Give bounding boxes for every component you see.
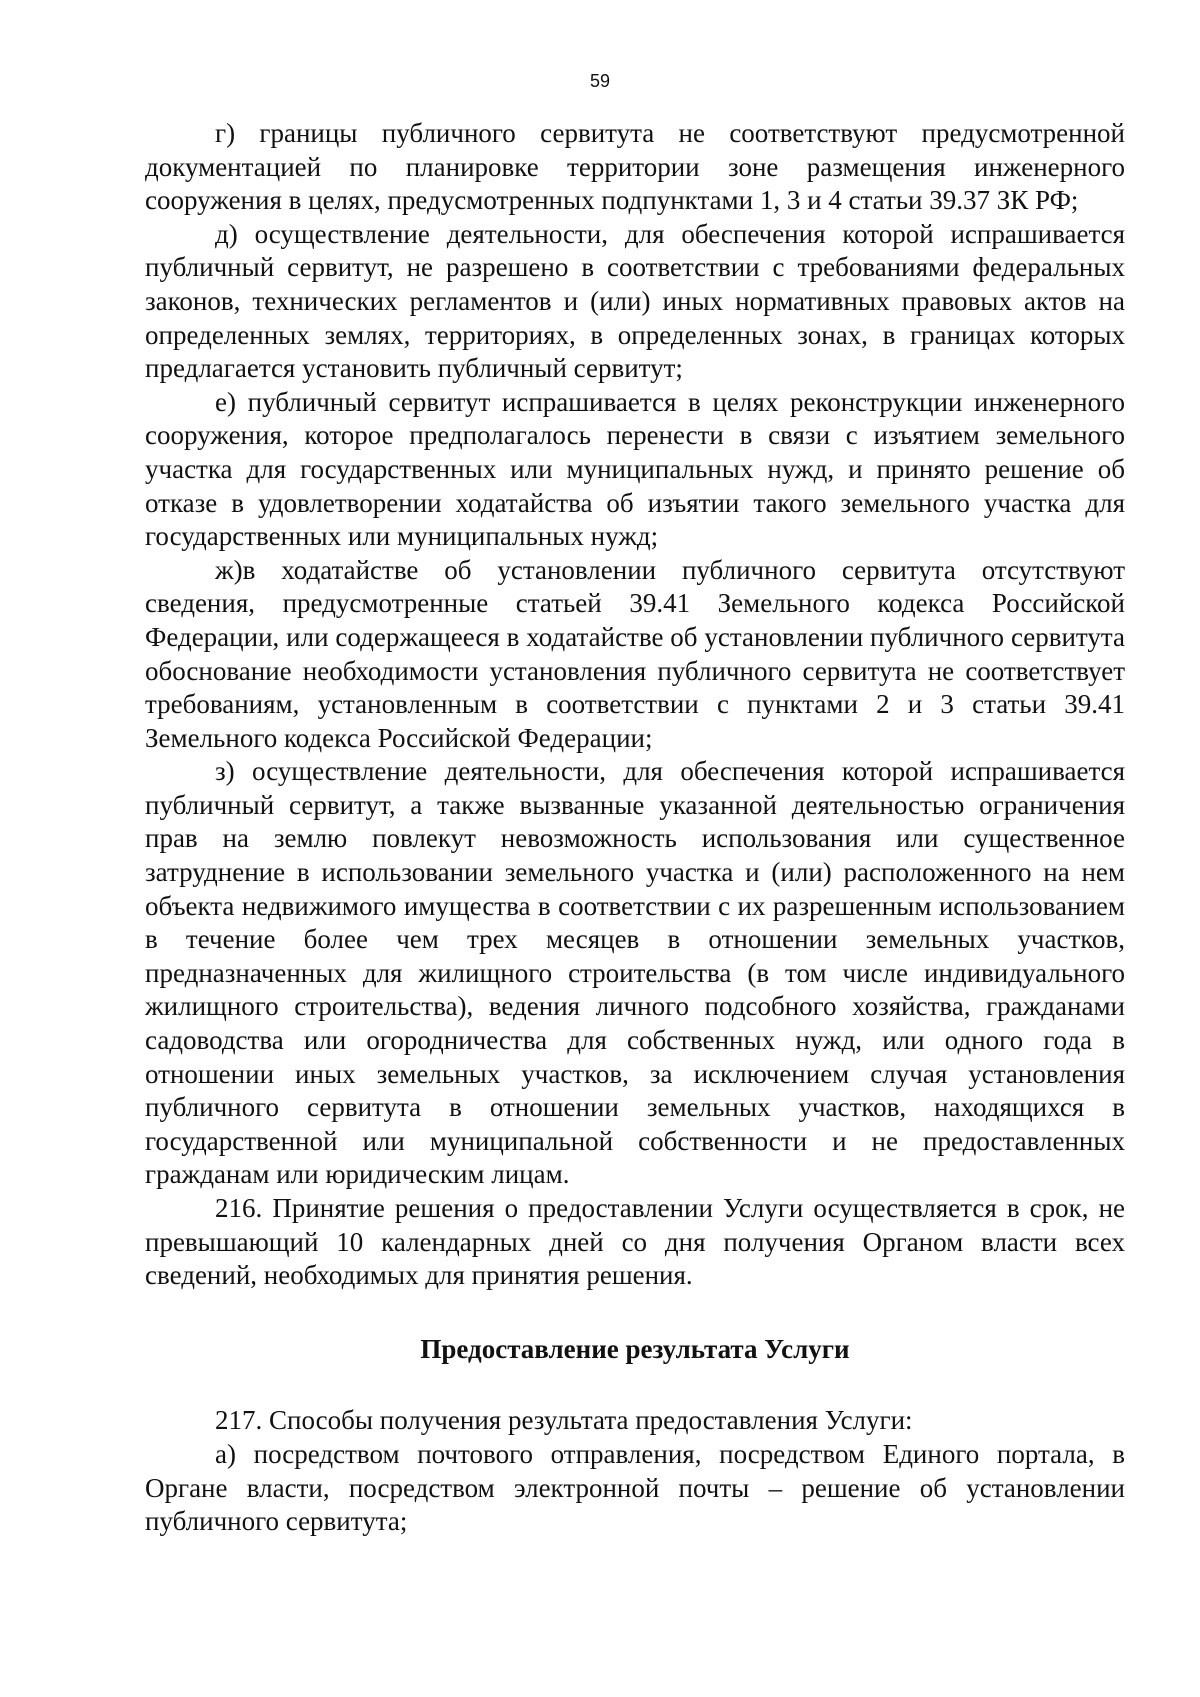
paragraph-216: 216. Принятие решения о предоставлении Услуги осуществляется в срок, не превышающий 10 календарных дней со дня получения Органом власти всех сведений, необходимых для принятия решения.: [145, 1193, 1125, 1291]
paragraph-z: з) осуществление деятельности, для обеспечения которой испрашивается публичный сервитут, а также вызванные указанной деятельностью ограничения прав на землю повлекут невозможность использования или существенное затруднение в использовании земельного участка и (или) расположенного на нем объекта недвижимого имущества в соответствии с их разрешенным использованием в течение более чем трех месяцев в отношении земельных участков, предназначенных для жилищного строительства (в том числе индивидуального жилищного строительства), ведения личного подсобного хозяйства, гражданами садоводства или огородничества для собственных нужд, или одного года в отношении иных земельных участков, за исключением случая установления публичного сервитута в отношении земельных участков, находящихся в государственной или муниципальной собственности и не предоставленных гражданам или юридическим лицам.: [145, 756, 1125, 1190]
document-body: [145, 117, 1125, 1539]
paragraph-217: 217. Способы получения результата предоставления Услуги:: [215, 1405, 913, 1436]
section-heading: Предоставление результата Услуги: [420, 1333, 850, 1364]
paragraph-g: г) границы публичного сервитута не соответствуют предусмотренной документацией по планировке территории зоне размещения инженерного сооружения в целях, предусмотренных подпунктами 1, 3 и 4 статьи 39.37 ЗК РФ;: [145, 118, 1125, 216]
paragraph-zh: ж)в ходатайстве об установлении публичного сервитута отсутствуют сведения, предусмотренные статьей 39.41 Земельного кодекса Российской Федерации, или содержащееся в ходатайстве об установлении публичного сервитута обоснование необходимости установления публичного сервитута не соответствует требованиям, установленным в соответствии с пунктами 2 и 3 статьи 39.41 Земельного кодекса Российской Федерации;: [145, 554, 1125, 753]
paragraph-a: а) посредством почтового отправления, посредством Единого портала, в Органе власти, посредством электронной почты – решение об установлении публичного сервитута;: [145, 1438, 1125, 1537]
page-number: 59: [589, 71, 611, 91]
paragraph-e: е) публичный сервитут испрашивается в целях реконструкции инженерного сооружения, которое предполагалось перенести в связи с изъятием земельного участка для государственных или муниципальных нужд, и принято решение об отказе в удовлетворении ходатайства об изъятии такого земельного участка для государственных или муниципальных нужд;: [145, 386, 1125, 552]
paragraph-d: д) осуществление деятельности, для обеспечения которой испрашивается публичный сервитут, не разрешено в соответствии с требованиями федеральных законов, технических регламентов и (или) иных нормативных правовых актов на определенных землях, территориях, в определенных зонах, в границах которых предлагается установить публичный сервитут;: [145, 218, 1125, 384]
